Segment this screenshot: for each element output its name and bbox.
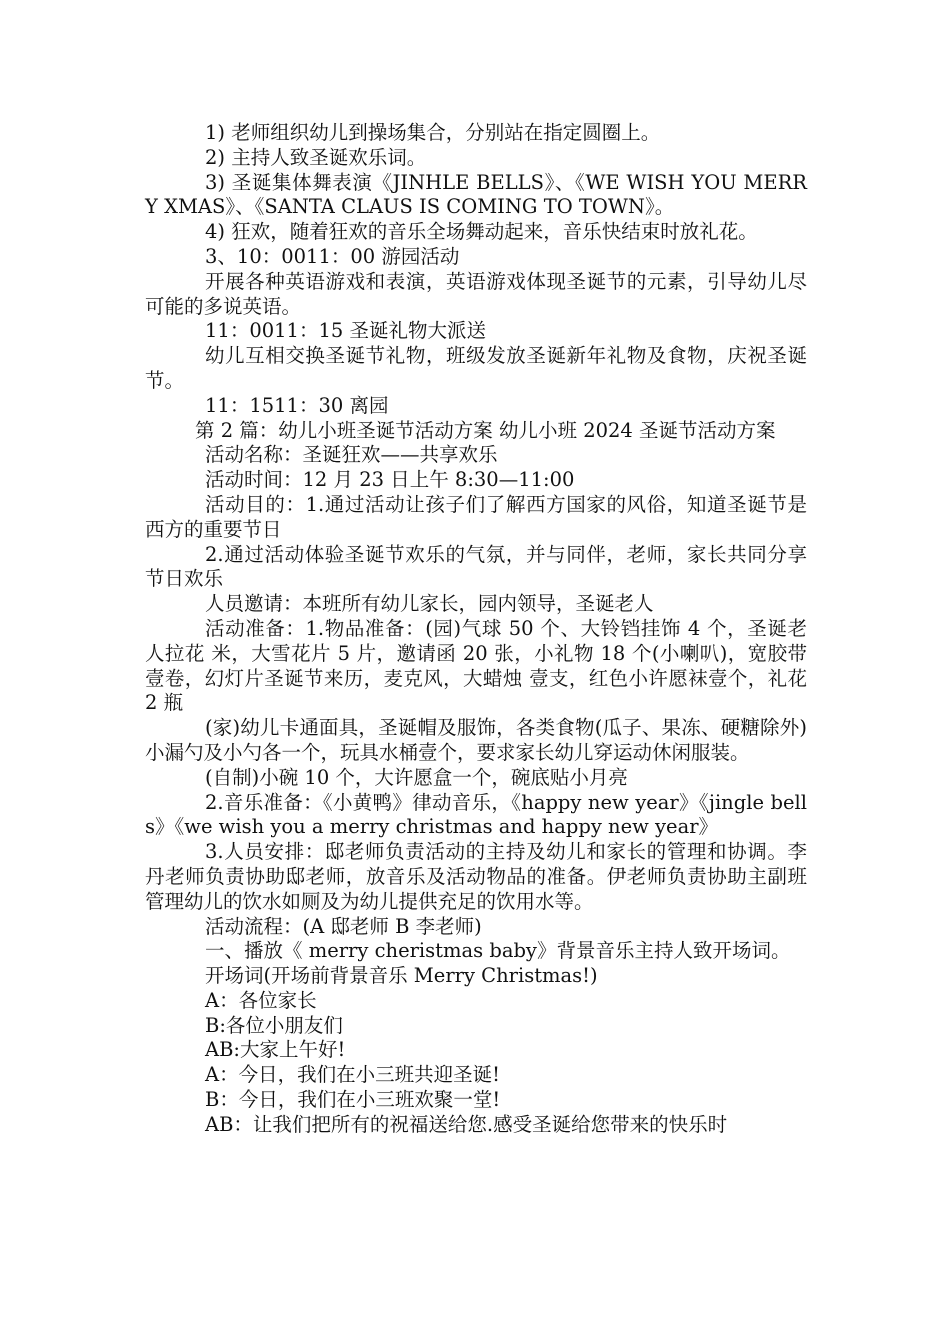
paragraph: 活动流程：(A 邸老师 B 李老师)	[205, 914, 482, 938]
paragraph: B：今日，我们在小三班欢聚一堂!	[205, 1088, 501, 1112]
paragraph: 活动目的：1.通过活动让孩子们了解西方国家的风俗，知道圣诞节是西方的重要节日	[145, 492, 807, 541]
paragraph: 2) 主持人致圣诞欢乐词。	[205, 145, 427, 169]
section-heading: 第 2 篇：幼儿小班圣诞节活动方案 幼儿小班 2024 圣诞节活动方案	[195, 418, 776, 442]
paragraph: 活动名称：圣诞狂欢——共享欢乐	[205, 443, 498, 467]
paragraph: A：今日，我们在小三班共迎圣诞!	[205, 1063, 500, 1087]
paragraph: 一、播放《 merry cheristmas baby》背景音乐主持人致开场词。	[205, 939, 791, 963]
paragraph: 2.通过活动体验圣诞节欢乐的气氛，并与同伴，老师，家长共同分享节日欢乐	[145, 542, 807, 591]
paragraph: AB：让我们把所有的祝福送给您.感受圣诞给您带来的快乐时	[205, 1112, 728, 1136]
paragraph: 11：0011：15 圣诞礼物大派送	[205, 319, 486, 343]
paragraph: (家)幼儿卡通面具，圣诞帽及服饰，各类食物(瓜子、果冻、硬糖除外)小漏勺及小勺各一个，玩具水桶壹个，要求家长幼儿穿运动休闲服装。	[145, 716, 807, 764]
paragraph: 开展各种英语游戏和表演，英语游戏体现圣诞节的元素，引导幼儿尽可能的多说英语。	[145, 269, 807, 318]
paragraph: 11：1511：30 离园	[205, 393, 389, 417]
paragraph: (自制)小碗 10 个，大许愿盒一个，碗底贴小月亮	[205, 765, 628, 789]
paragraph: 3.人员安排：邸老师负责活动的主持及幼儿和家长的管理和协调。李丹老师负责协助邸老师，放音乐及活动物品的准备。伊老师负责协助主副班管理幼儿的饮水如厕及为幼儿提供充足的饮用水等。	[145, 840, 807, 913]
paragraph: 1) 老师组织幼儿到操场集合，分别站在指定圆圈上。	[205, 121, 661, 144]
paragraph: AB:大家上午好!	[205, 1038, 346, 1062]
paragraph: 活动准备：1.物品准备：(园)气球 50 个、大铃铛挂饰 4 个，圣诞老人拉花 米，大雪花片 5 片，邀请函 20 张，小礼物 18 个(小喇叭)，宽胶带壹卷，幻灯片圣诞节来历，麦克风，大蜡烛 壹支，红色小许愿袜壹个，礼花 2 瓶	[145, 616, 807, 715]
paragraph: 幼儿互相交换圣诞节礼物，班级发放圣诞新年礼物及食物，庆祝圣诞节。	[145, 344, 807, 392]
paragraph: 3、10：0011：00 游园活动	[205, 244, 460, 268]
paragraph: 3) 圣诞集体舞表演《JINHLE BELLS》、《WE WISH YOU MERRY XMAS》、《SANTA CLAUS IS COMING TO TOWN》。	[145, 170, 807, 219]
paragraph: 人员邀请：本班所有幼儿家长，园内领导，圣诞老人	[205, 592, 654, 616]
paragraph: 开场词(开场前背景音乐 Merry Christmas!)	[205, 964, 598, 988]
paragraph: 活动时间：12 月 23 日上午 8:30—11:00	[205, 468, 575, 492]
paragraph: 2.音乐准备：《小黄鸭》律动音乐，《happy new year》《jingle bells》《we wish you a merry christmas and happy new year》	[145, 790, 807, 839]
paragraph: B:各位小朋友们	[205, 1013, 343, 1037]
paragraph: 4) 狂欢，随着狂欢的音乐全场舞动起来，音乐快结束时放礼花。	[205, 220, 758, 244]
paragraph: A：各位家长	[205, 988, 317, 1012]
document-body	[145, 121, 807, 1138]
